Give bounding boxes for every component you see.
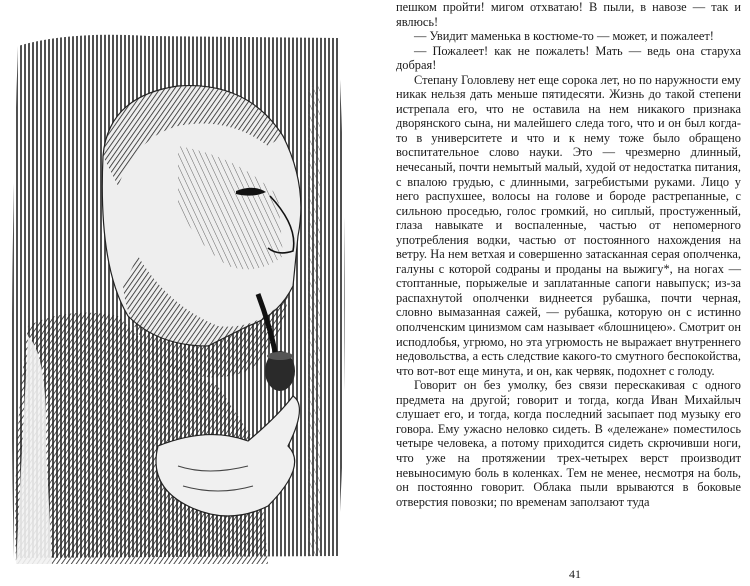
paragraph: Говорит он без умолку, без связи перескакивая с одного предмета на другой; говорит и тогда, когда Иван Михайлыч слушает его, и тогда, когда последний засыпает под музыку его говора. Ему ужасно неловко сидеть. В «дележане» поместилось четыре человека, а потому приходится сидеть скрючивши ноги, что уже на протяжении трех-четырех верст производит невыносимую боль в коленках. Тем не менее, несмотря на боль, он постоянно говорит. Облака пыли врываются в боковые отверстия повозки; по временам заползают туда: [396, 378, 741, 509]
paragraph: пешком пройти! мигом отхватаю! В пыли, в навозе — так и явлюсь!: [396, 0, 741, 29]
text-column: [396, 0, 741, 509]
portrait-illustration: [8, 26, 350, 564]
paragraph: Степану Головлеву нет еще сорока лет, но по наружности ему никак нельзя дать меньше пятидесяти. Жизнь до такой степени истрепала его, что не оставила на нем никакого признака дворянского сына, ни малейшего следа того, что и он был когда-то в университете и что и к нему тоже было обращено воспитательное слово науки. Это — чрезмерно длинный, нечесаный, почти немытый малый, худой от недостатка питания, с впалою грудью, с длинными, загребистыми руками. Лицо у него распухшее, волосы на голове и бороде растрепанные, с сильною проседью, голос громкий, но сиплый, простуженный, глаза навыкате и воспаленные, частью от непомерного употребления водки, частью от постоянного нахождения на ветру. На нем ветхая и совершенно затасканная серая ополченка, галуны с которой содраны и проданы на выжигу*, на ногах — стоптанные, порыжелые и заплатанные сапоги навыпуск; из-за распахнутой ополченки виднеется рубашка, почти черная, словно вымазанная сажей, — рубашка, которую он с истинно ополченским цинизмом сам называет «блошницею». Смотрит он исподлобья, угрюмо, но эта угрюмость не выражает внутреннего недовольства, а есть следствие какого-то смутного беспокойства, что вот-вот еще минута, и он, как червяк, подохнет с голоду.: [396, 72, 741, 378]
page-number: 41: [569, 567, 581, 581]
paragraph: — Пожалеет! как не пожалеть! Мать — ведь она старуха добрая!: [396, 43, 741, 73]
paragraph: — Увидит маменька в костюме-то — может, и пожалеет!: [414, 29, 714, 44]
